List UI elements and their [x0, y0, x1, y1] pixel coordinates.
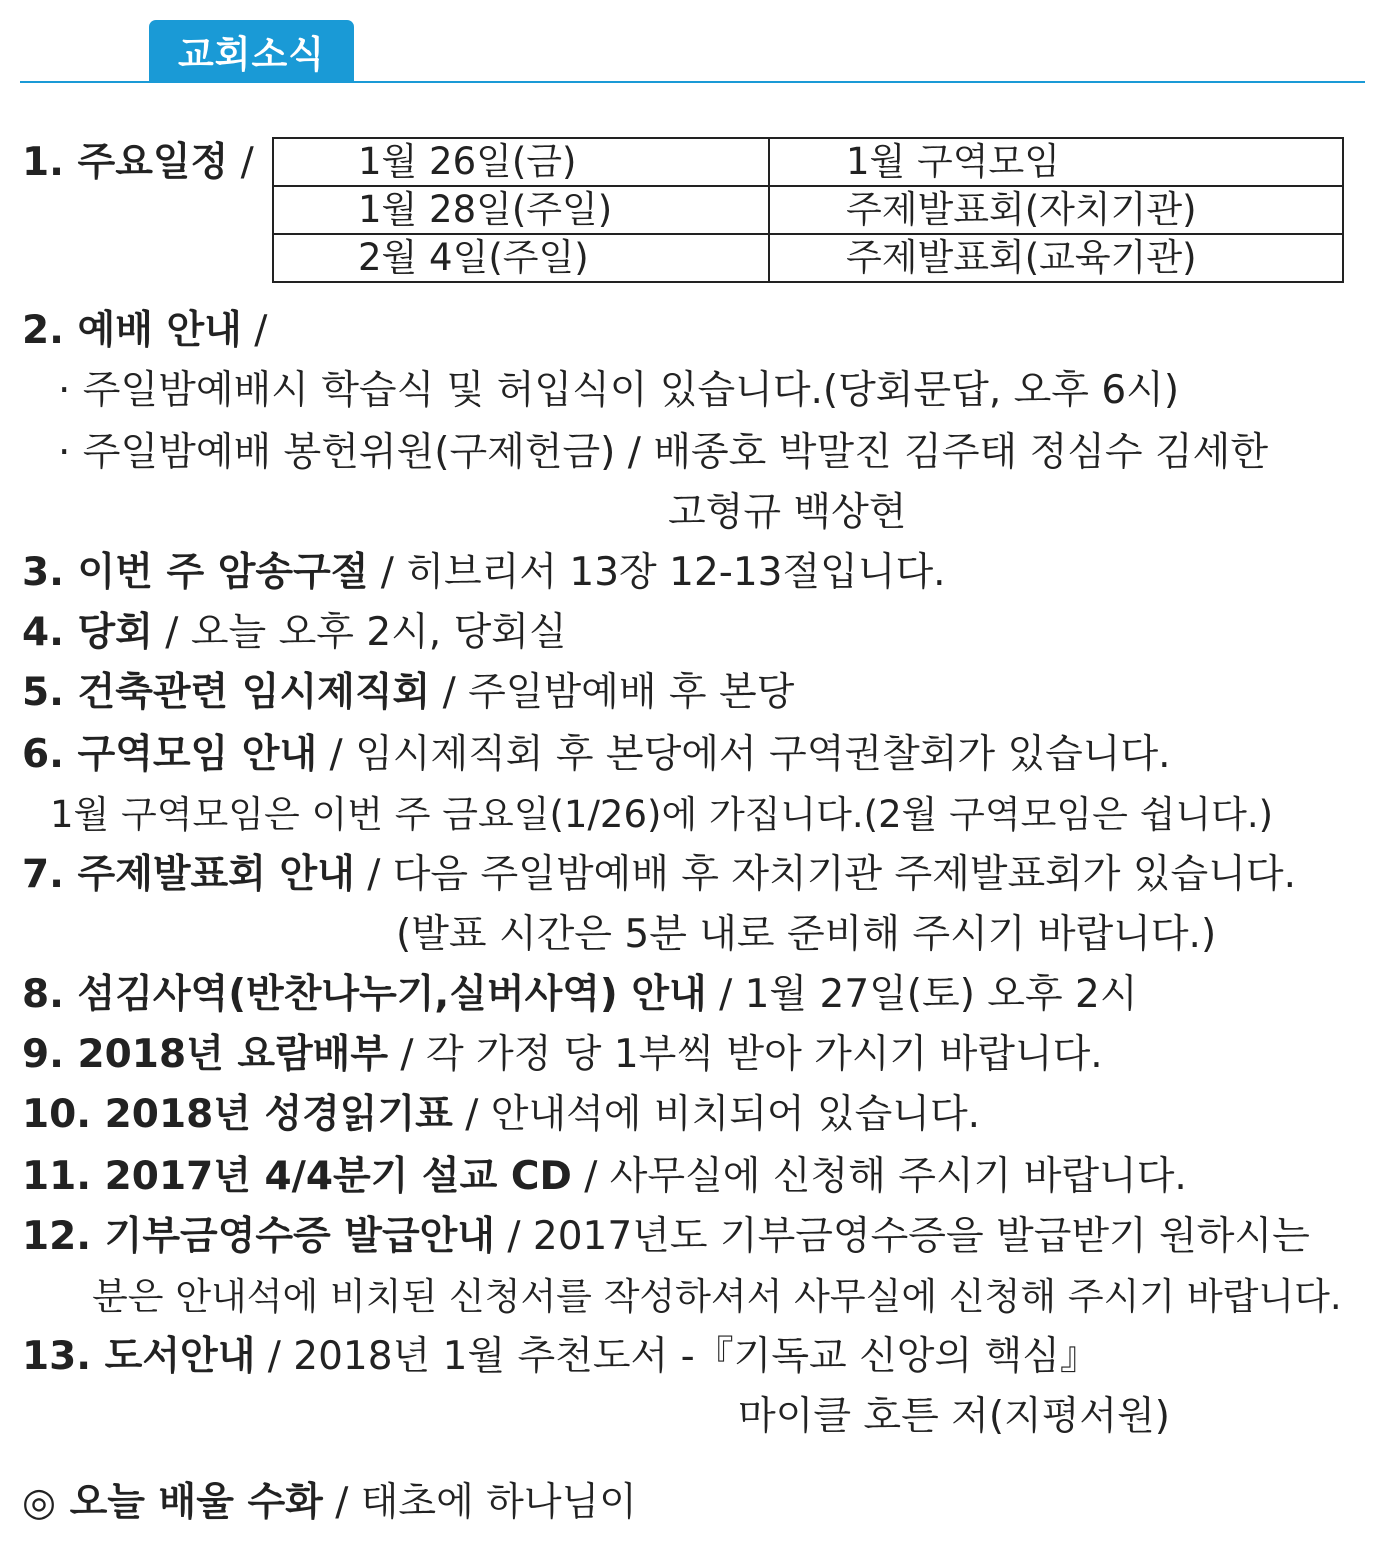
schedule-date: 2월 4일(주일) [273, 234, 769, 282]
item-11-head: 11. 2017년 4/4분기 설교 CD [22, 1154, 572, 1199]
item-12 [22, 1212, 1310, 1262]
item-6-text: / 임시제직회 후 본당에서 구역권찰회가 있습니다. [317, 732, 1171, 777]
item-8-head: 8. 섬김사역(반찬나누기,실버사역) 안내 [22, 972, 707, 1017]
table-row [273, 138, 1343, 186]
item-13-cont: 마이클 호튼 저(지평서원) [738, 1394, 1170, 1439]
item-11-text: / 사무실에 신청해 주시기 바랍니다. [571, 1154, 1187, 1199]
sign-language-head: ◎ 오늘 배울 수화 [22, 1480, 323, 1525]
item-11 [22, 1152, 1187, 1202]
section-tab-church-news: 교회소식 [149, 20, 354, 82]
item-10-head: 10. 2018년 성경읽기표 [22, 1092, 453, 1137]
item-6-cont: 1월 구역모임은 이번 주 금요일(1/26)에 가집니다.(2월 구역모임은 쉽니다.) [50, 793, 1274, 836]
item-9-head: 9. 2018년 요람배부 [22, 1032, 389, 1077]
item-7-head: 7. 주제발표회 안내 [22, 852, 355, 897]
item-2-bullet-2-cont: 고형규 백상현 [668, 490, 907, 535]
item-2-bullet-1: · 주일밤예배시 학습식 및 허입식이 있습니다.(당회문답, 오후 6시) [58, 368, 1180, 413]
item-8-text: / 1월 27일(토) 오후 2시 [706, 972, 1138, 1017]
item-1 [22, 138, 254, 188]
item-4-text: / 오늘 오후 2시, 당회실 [152, 610, 567, 655]
item-7-cont: (발표 시간은 5분 내로 준비해 주시기 바랍니다.) [396, 912, 1217, 957]
item-6 [22, 730, 1171, 780]
item-13-text: / 2018년 1월 추천도서 -『기독교 신앙의 핵심』 [255, 1334, 1099, 1379]
sign-language-song [22, 1478, 637, 1528]
table-row [273, 186, 1343, 234]
item-6-head: 6. 구역모임 안내 [22, 732, 318, 777]
sign-language-text: / 태초에 하나님이 [322, 1480, 637, 1525]
item-4-head: 4. 당회 [22, 610, 153, 655]
header-rule [20, 81, 1365, 83]
item-1-head: 1. 주요일정 [22, 140, 229, 185]
item-2 [22, 306, 267, 356]
item-2-head: 2. 예배 안내 [22, 308, 242, 353]
item-3 [22, 548, 946, 598]
item-2-bullet-2: · 주일밤예배 봉헌위원(구제헌금) / 배종호 박말진 김주태 정심수 김세한 [58, 430, 1269, 475]
item-13-head: 13. 도서안내 [22, 1334, 256, 1379]
item-12-text: / 2017년도 기부금영수증을 발급받기 원하시는 [494, 1214, 1310, 1259]
schedule-date: 1월 26일(금) [273, 138, 769, 186]
item-9 [22, 1030, 1103, 1080]
item-4 [22, 608, 567, 658]
item-2-sep: / [241, 308, 268, 353]
item-3-text: / 히브리서 13장 12-13절입니다. [368, 550, 946, 595]
item-8 [22, 970, 1138, 1020]
item-9-text: / 각 가정 당 1부씩 받아 가시기 바랍니다. [388, 1032, 1103, 1077]
item-12-head: 12. 기부금영수증 발급안내 [22, 1214, 495, 1259]
item-5-text: / 주일밤예배 후 본당 [430, 670, 795, 715]
table-row [273, 234, 1343, 282]
item-7-text: / 다음 주일밤예배 후 자치기관 주제발표회가 있습니다. [354, 852, 1296, 897]
item-10 [22, 1090, 980, 1140]
item-1-sep: / [228, 140, 254, 185]
item-12-cont: 분은 안내석에 비치된 신청서를 작성하셔서 사무실에 신청해 주시기 바랍니다. [92, 1275, 1342, 1318]
item-3-head: 3. 이번 주 암송구절 [22, 550, 369, 595]
item-10-text: / 안내석에 비치되어 있습니다. [452, 1092, 981, 1137]
item-5 [22, 668, 794, 718]
schedule-date: 1월 28일(주일) [273, 186, 769, 234]
schedule-table [272, 137, 1344, 283]
schedule-event: 1월 구역모임 [769, 138, 1343, 186]
schedule-event: 주제발표회(교육기관) [769, 234, 1343, 282]
item-13 [22, 1332, 1099, 1382]
item-7 [22, 850, 1296, 900]
item-5-head: 5. 건축관련 임시제직회 [22, 670, 431, 715]
schedule-event: 주제발표회(자치기관) [769, 186, 1343, 234]
